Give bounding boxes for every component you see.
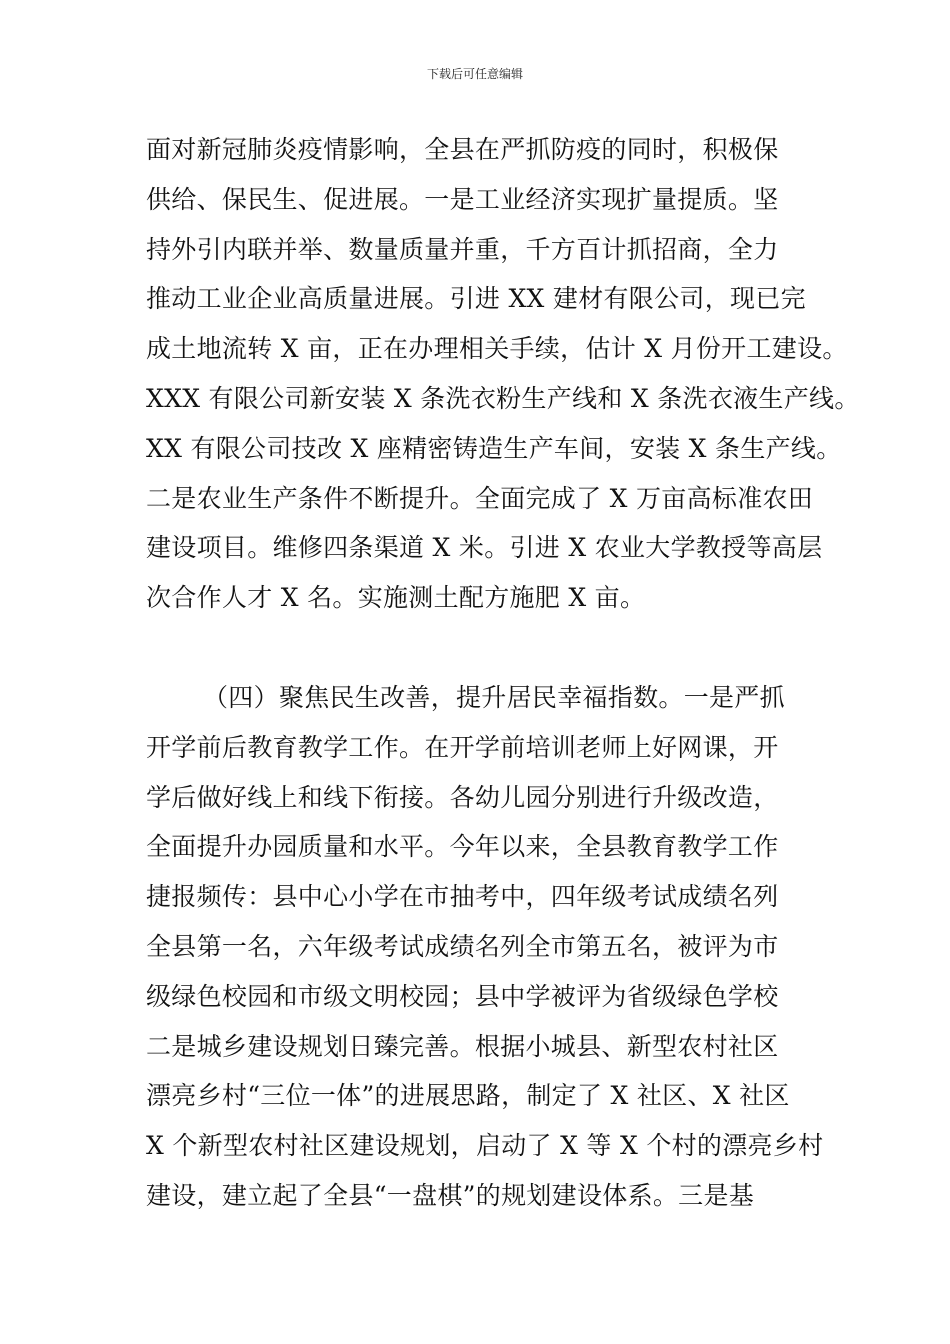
text-line: 二是农业生产条件不断提升。全面完成了 X 万亩高标准农田 xyxy=(146,483,814,513)
text-line: 捷报频传：县中心小学在市抽考中，四年级考试成绩名列 xyxy=(146,882,779,912)
text-line: 次合作人才 X 名。实施测土配方施肥 X 亩。 xyxy=(146,583,646,613)
text-line: （四）聚焦民生改善，提升居民幸福指数。一是严抓 xyxy=(203,683,785,712)
paragraph-economy xyxy=(146,125,860,623)
text-line: X 个新型农村社区建设规划，启动了 X 等 X 个村的漂亮乡村 xyxy=(146,1131,824,1161)
text-line: 持外引内联并举、数量质量并重，千方百计抓招商，全力 xyxy=(146,234,779,264)
text-line: 开学前后教育教学工作。在开学前培训老师上好网课，开 xyxy=(146,732,779,762)
text-line: 全面提升办园质量和水平。今年以来，全县教育教学工作 xyxy=(146,832,779,862)
text-line: 成土地流转 X 亩，正在办理相关手续，估计 X 月份开工建设。 xyxy=(146,334,848,364)
text-line: 二是城乡建设规划日臻完善。根据小城县、新型农村社区 xyxy=(146,1031,779,1061)
text-line: 级绿色校园和市级文明校园；县中学被评为省级绿色学校 xyxy=(146,981,779,1011)
text-line: 学后做好线上和线下衔接。各幼儿园分别进行升级改造， xyxy=(146,782,779,812)
text-line: 全县第一名，六年级考试成绩名列全市第五名，被评为市 xyxy=(146,931,779,961)
text-line: XX 有限公司技改 X 座精密铸造生产车间，安装 X 条生产线。 xyxy=(146,433,842,463)
paragraph-livelihood xyxy=(146,673,836,1221)
text-line: 推动工业企业高质量进展。引进 XX 建材有限公司，现已完 xyxy=(146,284,806,314)
text-line: 供给、保民生、促进展。一是工业经济实现扩量提质。坚 xyxy=(146,184,779,214)
text-line: 建设，建立起了全县“一盘棋”的规划建设体系。三是基 xyxy=(146,1180,755,1210)
text-line: XXX 有限公司新安装 X 条洗衣粉生产线和 X 条洗衣液生产线。 xyxy=(146,383,860,413)
page-header-note: 下载后可任意编辑 xyxy=(426,67,523,81)
text-line: 漂亮乡村“三位一体”的进展思路，制定了 X 社区、X 社区 xyxy=(146,1081,790,1111)
text-line: 面对新冠肺炎疫情影响，全县在严抓防疫的同时，积极保 xyxy=(146,135,779,164)
text-line: 建设项目。维修四条渠道 X 米。引进 X 农业大学教授等高层 xyxy=(146,533,823,563)
